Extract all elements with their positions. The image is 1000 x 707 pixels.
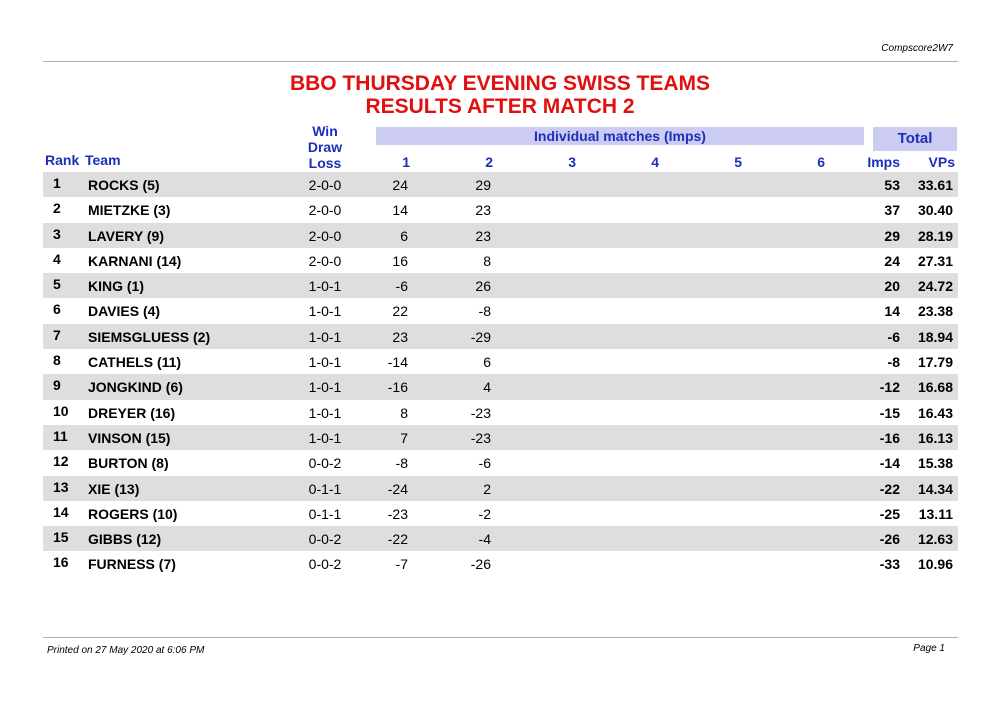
team-cell: SIEMSGLUESS (2) (88, 328, 211, 345)
team-cell: ROCKS (5) (88, 177, 160, 193)
wdl-cell: 2-0-0 (308, 252, 342, 269)
team-cell: DAVIES (4) (88, 303, 161, 320)
imps-cell: -6 (887, 328, 900, 345)
match-1-cell: 24 (392, 177, 408, 193)
team-cell: JONGKIND (6) (88, 379, 183, 396)
imps-cell: 24 (884, 252, 900, 269)
vps-cell: 24.72 (917, 278, 953, 295)
table-row (43, 501, 958, 526)
imps-cell: -33 (879, 556, 900, 573)
wdl-cell: 1-0-1 (308, 379, 342, 396)
team-cell: GIBBS (12) (88, 531, 162, 548)
team-cell: LAVERY (9) (88, 227, 164, 244)
wdl-cell: 1-0-1 (308, 429, 342, 446)
rank-cell: 3 (53, 225, 61, 242)
team-cell: KING (1) (88, 278, 144, 295)
wdl-cell: 0-0-2 (308, 556, 342, 573)
table-row (43, 172, 958, 197)
match-1-cell: -22 (387, 531, 408, 548)
table-row (43, 425, 958, 450)
imps-cell: -14 (879, 455, 900, 472)
match-1-cell: -8 (395, 455, 408, 472)
team-cell: FURNESS (7) (88, 556, 176, 573)
vps-cell: 10.96 (917, 556, 953, 573)
vps-header: VPs (928, 154, 955, 170)
rank-cell: 11 (53, 427, 68, 444)
wdl-cell: 1-0-1 (308, 328, 342, 345)
rank-cell: 16 (53, 554, 69, 571)
table-row (43, 476, 958, 501)
rank-header: Rank (45, 152, 80, 168)
wdl-cell: 0-1-1 (308, 480, 342, 497)
match-2-cell: 23 (475, 227, 491, 244)
wdl-cell: 1-0-1 (308, 278, 342, 295)
match-1-header: 1 (402, 154, 410, 170)
team-cell: CATHELS (11) (88, 354, 182, 371)
table-row (43, 526, 958, 551)
loss-label: Loss (308, 155, 342, 171)
match-6-header: 6 (817, 154, 825, 170)
imps-cell: 14 (884, 303, 900, 320)
match-2-cell: -23 (470, 404, 491, 421)
match-2-cell: 8 (483, 252, 491, 269)
vps-cell: 17.79 (917, 354, 953, 371)
match-1-cell: -16 (387, 379, 408, 396)
imps-cell: -26 (879, 531, 900, 548)
top-divider (43, 61, 958, 62)
vps-cell: 23.38 (917, 303, 953, 320)
team-cell: KARNANI (14) (88, 252, 182, 269)
table-row (43, 551, 958, 576)
wdl-cell: 1-0-1 (308, 404, 342, 421)
imps-cell: -15 (879, 404, 900, 421)
vps-cell: 30.40 (917, 202, 953, 219)
rank-cell: 12 (53, 453, 69, 470)
team-cell: MIETZKE (3) (88, 202, 171, 219)
match-1-cell: 16 (392, 252, 408, 269)
vps-cell: 16.13 (917, 429, 953, 446)
imps-cell: -8 (887, 354, 900, 371)
rank-cell: 9 (53, 377, 61, 394)
match-1-cell: -7 (395, 556, 408, 573)
match-2-cell: -2 (478, 505, 491, 522)
imps-cell: -25 (879, 505, 900, 522)
match-1-cell: -6 (395, 278, 408, 295)
table-row (43, 450, 958, 475)
vps-cell: 28.19 (917, 227, 953, 244)
table-row (43, 248, 958, 273)
team-cell: VINSON (15) (88, 429, 171, 446)
draw-label: Draw (307, 139, 343, 155)
bottom-divider (43, 637, 958, 638)
match-2-cell: 23 (475, 202, 491, 219)
report-code: Compscore2W7 (881, 43, 953, 54)
imps-cell: 37 (884, 202, 900, 219)
individual-matches-header: Individual matches (Imps) (376, 127, 864, 145)
vps-cell: 14.34 (917, 480, 953, 497)
table-row (43, 349, 958, 374)
match-2-cell: -29 (470, 328, 491, 345)
table-row (43, 298, 958, 323)
imps-cell: 20 (884, 278, 900, 295)
rank-cell: 10 (53, 402, 69, 419)
rank-cell: 5 (53, 276, 61, 293)
rank-cell: 13 (53, 478, 69, 495)
vps-cell: 33.61 (917, 177, 953, 193)
vps-cell: 12.63 (917, 531, 953, 548)
match-1-cell: 23 (392, 328, 408, 345)
match-2-cell: 29 (475, 177, 491, 193)
vps-cell: 13.11 (918, 505, 953, 522)
vps-cell: 16.68 (917, 379, 953, 396)
rank-cell: 4 (53, 250, 61, 267)
match-4-header: 4 (651, 154, 659, 170)
match-2-header: 2 (485, 154, 493, 170)
team-cell: ROGERS (10) (88, 505, 178, 522)
imps-cell: 53 (884, 177, 900, 193)
report-subtitle: RESULTS AFTER MATCH 2 (365, 95, 635, 118)
match-2-cell: -26 (470, 556, 491, 573)
table-row (43, 374, 958, 399)
match-2-cell: 6 (483, 354, 491, 371)
wdl-cell: 0-0-2 (308, 531, 342, 548)
vps-cell: 16.43 (917, 404, 953, 421)
total-header: Total (873, 127, 957, 151)
match-2-cell: -23 (470, 429, 491, 446)
rank-cell: 15 (53, 529, 69, 546)
match-1-cell: 8 (400, 404, 408, 421)
match-2-cell: -6 (478, 455, 491, 472)
results-table (43, 172, 958, 577)
imps-cell: 29 (884, 227, 900, 244)
match-2-cell: 2 (483, 480, 491, 497)
match-2-cell: -4 (478, 531, 491, 548)
wdl-header (300, 123, 350, 171)
vps-cell: 15.38 (917, 455, 953, 472)
wdl-cell: 0-1-1 (308, 505, 342, 522)
wdl-cell: 1-0-1 (308, 303, 342, 320)
table-row (43, 400, 958, 425)
rank-cell: 8 (53, 352, 61, 369)
wdl-cell: 2-0-0 (308, 202, 342, 219)
rank-cell: 1 (53, 175, 61, 191)
table-row (43, 273, 958, 298)
table-row (43, 324, 958, 349)
team-cell: DREYER (16) (88, 404, 176, 421)
table-row (43, 223, 958, 248)
match-1-cell: 7 (400, 429, 408, 446)
imps-cell: -22 (879, 480, 900, 497)
match-1-cell: -24 (387, 480, 408, 497)
team-cell: XIE (13) (88, 480, 140, 497)
page-number: Page 1 (913, 643, 945, 654)
match-1-cell: -23 (387, 505, 408, 522)
wdl-cell: 1-0-1 (308, 354, 342, 371)
team-cell: BURTON (8) (88, 455, 169, 472)
rank-cell: 7 (53, 326, 61, 343)
table-row (43, 197, 958, 222)
win-label: Win (312, 123, 338, 139)
imps-cell: -12 (879, 379, 900, 396)
report-title: BBO THURSDAY EVENING SWISS TEAMS (289, 72, 711, 95)
imps-cell: -16 (879, 429, 900, 446)
imps-header: Imps (867, 154, 900, 170)
match-5-header: 5 (734, 154, 742, 170)
rank-cell: 2 (53, 200, 61, 217)
wdl-cell: 2-0-0 (308, 177, 342, 193)
wdl-cell: 2-0-0 (308, 227, 342, 244)
rank-cell: 6 (53, 301, 61, 318)
match-3-header: 3 (568, 154, 576, 170)
match-1-cell: -14 (387, 354, 408, 371)
match-2-cell: 4 (483, 379, 491, 396)
match-2-cell: -8 (478, 303, 491, 320)
match-1-cell: 14 (392, 202, 408, 219)
printed-timestamp: Printed on 27 May 2020 at 6:06 PM (47, 645, 205, 656)
match-1-cell: 6 (400, 227, 408, 244)
match-1-cell: 22 (392, 303, 408, 320)
vps-cell: 27.31 (917, 252, 953, 269)
rank-cell: 14 (53, 503, 69, 520)
wdl-cell: 0-0-2 (308, 455, 342, 472)
match-2-cell: 26 (475, 278, 491, 295)
team-header: Team (85, 152, 121, 168)
vps-cell: 18.94 (917, 328, 953, 345)
